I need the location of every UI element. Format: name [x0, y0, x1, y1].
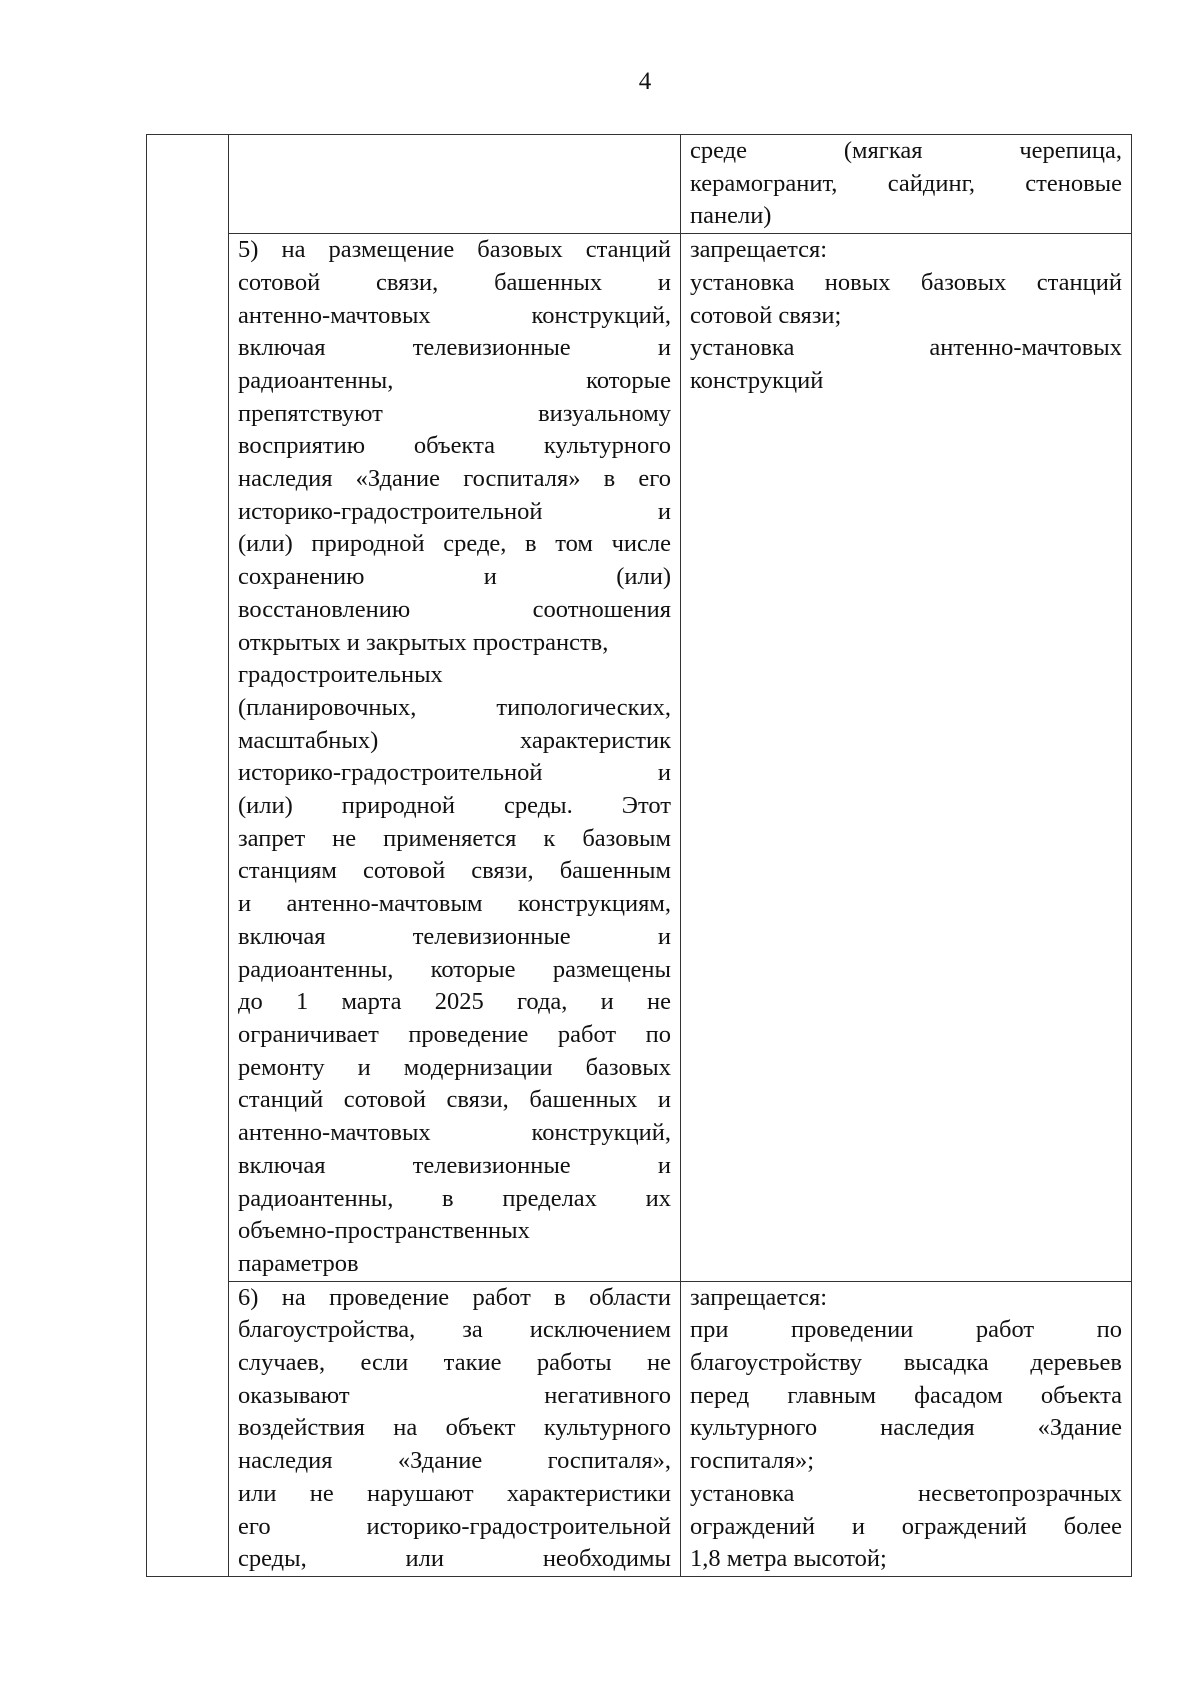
text-line: среды, или необходимы: [238, 1545, 671, 1573]
text-line: 1,8 метра высотой;: [690, 1545, 887, 1573]
text-line: историко-градостроительной и: [238, 759, 671, 787]
text-line: благоустройству высадка деревьев: [690, 1349, 1122, 1377]
text-line: установка новых базовых станций: [690, 268, 1122, 296]
restriction-cell: [229, 135, 681, 234]
table-row: [147, 234, 1132, 1282]
text-line: градостроительных: [238, 661, 443, 689]
text-line: восприятию объекта культурного: [238, 432, 671, 460]
text-line: оказывают негативного: [238, 1381, 671, 1409]
table-row: [147, 1281, 1132, 1576]
text-line: включая телевизионные и: [238, 1151, 671, 1179]
text-line: запрещается:: [690, 1283, 828, 1311]
text-line: включая телевизионные и: [238, 922, 671, 950]
text-line: сотовой связи, башенных и: [238, 268, 671, 296]
text-line: его историко-градостроительной: [238, 1512, 671, 1540]
text-line: запрещается:: [690, 236, 828, 264]
text-line: препятствуют визуальному: [238, 399, 671, 427]
page-number: 4: [638, 68, 652, 95]
text-line: ремонту и модернизации базовых: [238, 1053, 671, 1081]
text-line: масштабных) характеристик: [238, 726, 671, 754]
requirement-cell: [681, 1281, 1132, 1576]
text-line: ограничивает проведение работ по: [238, 1020, 671, 1048]
requirement-cell: [681, 234, 1132, 1282]
text-line: ограждений и ограждений более: [690, 1512, 1122, 1540]
text-line: культурного наследия «Здание: [690, 1414, 1122, 1442]
text-line: среде (мягкая черепица,: [690, 137, 1122, 164]
text-line: перед главным фасадом объекта: [690, 1381, 1122, 1409]
text-line: восстановлению соотношения: [238, 595, 671, 623]
text-line: 5) на размещение базовых станций: [238, 236, 671, 264]
text-line: радиоантенны, которые: [238, 366, 671, 394]
text-line: сохранению и (или): [238, 563, 671, 591]
text-line: 6) на проведение работ в области: [238, 1283, 671, 1311]
text-line: или не нарушают характеристики: [238, 1479, 671, 1507]
table-row: [147, 135, 1132, 234]
text-line: историко-градостроительной и: [238, 497, 671, 525]
text-line: станций сотовой связи, башенных и: [238, 1086, 671, 1114]
text-line: при проведении работ по: [690, 1316, 1122, 1344]
text-line: сотовой связи;: [690, 301, 842, 329]
text-line: объемно-пространственных: [238, 1217, 530, 1245]
text-line: панели): [690, 202, 772, 230]
restriction-cell: [229, 1281, 681, 1576]
text-line: антенно-мачтовых конструкций,: [238, 1119, 671, 1147]
text-line: антенно-мачтовых конструкций,: [238, 301, 671, 329]
text-line: госпиталя»;: [690, 1447, 815, 1475]
text-line: установка антенно-мачтовых: [690, 334, 1122, 362]
text-line: (или) природной среде, в том числе: [238, 530, 671, 558]
text-line: открытых и закрытых пространств,: [238, 628, 609, 656]
text-line: (планировочных, типологических,: [238, 693, 671, 721]
text-line: радиоантенны, в пределах их: [238, 1184, 671, 1212]
text-line: включая телевизионные и: [238, 334, 671, 362]
text-line: станциям сотовой связи, башенным: [238, 857, 671, 885]
text-line: и антенно-мачтовым конструкциям,: [238, 890, 671, 918]
text-line: воздействия на объект культурного: [238, 1414, 671, 1442]
text-line: благоустройства, за исключением: [238, 1316, 671, 1344]
text-line: запрет не применяется к базовым: [238, 824, 671, 852]
requirement-cell: [681, 135, 1132, 234]
text-line: установка несветопрозрачных: [690, 1479, 1122, 1507]
text-line: радиоантенны, которые размещены: [238, 955, 671, 983]
regulations-table: [146, 134, 1132, 1577]
text-line: случаев, если такие работы не: [238, 1349, 671, 1377]
text-line: (или) природной среды. Этот: [238, 792, 671, 820]
text-line: до 1 марта 2025 года, и не: [238, 988, 671, 1016]
text-line: наследия «Здание госпиталя» в его: [238, 465, 671, 493]
number-column-cell: [147, 135, 229, 1577]
restriction-cell: [229, 234, 681, 1282]
text-line: конструкций: [690, 366, 824, 394]
text-line: наследия «Здание госпиталя»,: [238, 1447, 671, 1475]
text-line: параметров: [238, 1249, 359, 1277]
text-line: керамогранит, сайдинг, стеновые: [690, 169, 1122, 197]
